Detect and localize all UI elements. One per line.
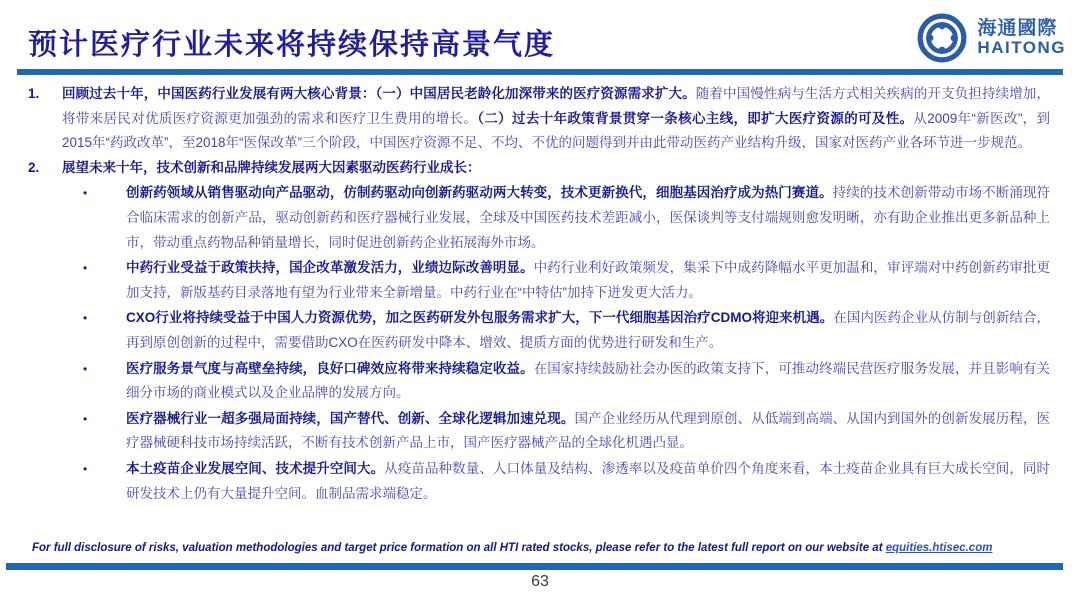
text-segment-bold: 医疗器械行业一超多强局面持续，国产替代、创新、全球化逻辑加速兑现。 xyxy=(126,410,575,426)
bullet-text xyxy=(126,306,1050,355)
disclosure-link[interactable]: equities.htisec.com xyxy=(885,542,993,554)
bullet-text xyxy=(126,357,1050,406)
disclaimer xyxy=(32,542,1064,554)
list-item-1 xyxy=(28,82,1050,156)
item-text xyxy=(62,156,1050,181)
bullet-marker: • xyxy=(83,311,88,326)
logo-name-en: HAITONG xyxy=(977,38,1066,58)
logo-name-cn: 海通國際 xyxy=(977,17,1058,39)
item-number: 2. xyxy=(28,159,40,175)
bullet-item xyxy=(62,457,1050,506)
text-segment-regular: 国产企业经历从代理到原创、从低端到高端、从国内到国外的创新发展历程，医疗器械硬科技市场持续活跃，不断有技术创新产品上市，国产医疗器械产品的全球化机遇凸显。 xyxy=(126,410,1051,451)
bullet-text xyxy=(126,256,1050,305)
text-segment-bold: 回顾过去十年，中国医药行业发展有两大核心背景：（一）中国居民老龄化加深带来的医疗资源需求扩大。 xyxy=(62,86,696,101)
text-segment-regular: 在国内医药企业从仿制与创新结合，再到原创创新的过程中，需要借助CXO在医药研发中降本、增效、提质方面的优势进行研发和生产。 xyxy=(126,310,1050,350)
text-segment-bold: 创新药领域从销售驱动向产品驱动，仿制药驱动向创新药驱动两大转变，技术更新换代，细胞基因治疗成为热门赛道。 xyxy=(126,185,833,201)
page-title: 预计医疗行业未来将持续保持高景气度 xyxy=(28,29,556,61)
item-body xyxy=(62,82,1050,156)
disclaimer-text: For full disclosure of risks, valuation methodologies and target price formation on all HTI rated stocks, please refer to the latest full report on our website at xyxy=(32,542,886,554)
bullet-item xyxy=(62,256,1050,305)
text-segment-regular: 从疫苗品种数量、人口体量及结构、渗透率以及疫苗单价四个角度来看，本土疫苗企业具有巨大成长空间，同时研发技术上仍有大量提升空间。血制品需求端稳定。 xyxy=(126,460,1051,501)
footer-bar xyxy=(6,563,1063,570)
content-list xyxy=(0,75,1080,506)
page-number: 63 xyxy=(531,573,549,590)
slide-header xyxy=(0,0,1080,64)
text-segment-bold: CXO行业将持续受益于中国人力资源优势，加之医药研发外包服务需求扩大，下一代细胞基因治疗CDMO将迎来机遇。 xyxy=(126,310,834,326)
text-segment-bold: 医疗服务景气度与高壁垒持续，良好口碑效应将带来持续稳定收益。 xyxy=(126,360,534,376)
text-segment-regular: 持续的技术创新带动市场不断涌现符合临床需求的创新产品，驱动创新药和医疗器械行业发展，全球及中国医药技术差距减小，医保谈判等支付端规则愈发明晰，亦有助企业推出更多新品种上市，带动重点药物品种销量增长，同时促进创新药企业拓展海外市场。 xyxy=(126,185,1050,250)
logo-text xyxy=(977,19,1066,58)
text-segment-regular: 在国家持续鼓励社会办医的政策支持下，可推动终端民营医疗服务发展，并且影响有关细分市场的商业模式以及企业品牌的发展方向。 xyxy=(126,360,1051,401)
item-text xyxy=(62,82,1050,156)
bullet-item xyxy=(62,306,1050,355)
bullet-item xyxy=(62,181,1050,255)
bullet-text xyxy=(126,457,1050,506)
bullet-marker: • xyxy=(83,461,88,476)
text-segment-bold: （二）过去十年政策背景贯穿一条核心主线，即扩大医疗资源的可及性。 xyxy=(477,110,914,126)
text-segment-bold: 中药行业受益于政策扶持，国企改革激发活力，业绩边际改善明显。 xyxy=(126,260,534,276)
bullet-marker: • xyxy=(83,186,88,201)
text-segment-regular: 从2009年“新医改”，到2015年“药政改革”，至2018年“医保改革”三个阶段，中国医疗资源不足、不均、不优的问题得到并由此带动医药产业结构升级，国家对医药产业各环节进一步规范。 xyxy=(62,110,1051,151)
text-segment-regular: 中药行业利好政策频发，集采下中成药降幅水平更加温和，审评端对中药创新药审批更加支持，新版基药目录落地有望为行业带来全新增量。中药行业在“中特估”加持下迸发更大活力。 xyxy=(126,260,1051,300)
bullet-marker: • xyxy=(83,361,88,376)
bullet-text xyxy=(126,181,1050,255)
text-segment-regular: 随着中国慢性病与生活方式相关疾病的开支负担持续增加，将带来居民对优质医疗资源更加强劲的需求和医疗卫生费用的增长。 xyxy=(62,86,1051,126)
item-number: 1. xyxy=(28,86,40,101)
bullet-marker: • xyxy=(83,261,88,276)
bullet-text xyxy=(126,407,1050,456)
bullet-item xyxy=(62,407,1050,456)
text-segment-bold: 展望未来十年，技术创新和品牌持续发展两大因素驱动医药行业成长： xyxy=(62,159,481,175)
haitong-swirl-icon xyxy=(916,12,968,64)
list-item-2 xyxy=(28,156,1050,506)
item-body xyxy=(62,156,1050,506)
haitong-logo xyxy=(916,6,1066,64)
bullet-item xyxy=(62,357,1050,406)
text-segment-bold: 本土疫苗企业发展空间、技术提升空间大。 xyxy=(126,460,385,476)
bullet-marker: • xyxy=(83,411,88,426)
